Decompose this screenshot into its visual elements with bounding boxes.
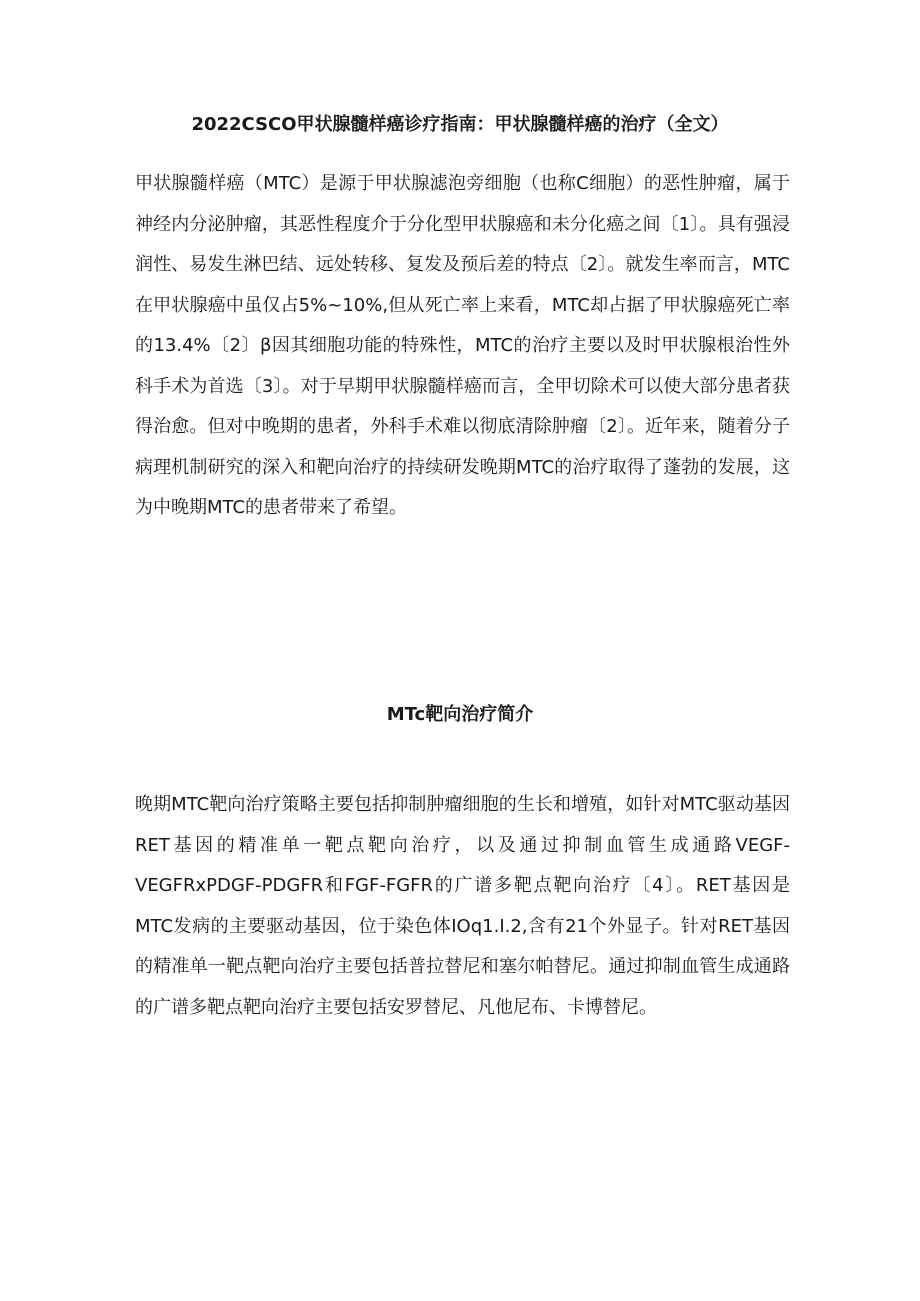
section-heading: MTc靶向治疗简介 <box>386 704 534 725</box>
document-title: 2022CSCO甲状腺髓样癌诊疗指南：甲状腺髓样癌的治疗（全文） <box>191 114 729 135</box>
section-paragraph: 晚期MTC靶向治疗策略主要包括抑制肿瘤细胞的生长和增殖，如针对MTC驱动基因RET基因的精准单一靶点靶向治疗，以及通过抑制血管生成通路VEGF-VEGFRxPDGF-PDGFR和FGF-FGFR的广谱多靶点靶向治疗〔4〕。RET基因是MTC发病的主要驱动基因，位于染色体IOq1.I.2,含有21个外显子。针对RET基因的精准单一靶点靶向治疗主要包括普拉替尼和塞尔帕替尼。通过抑制血管生成通路的广谱多靶点靶向治疗主要包括安罗替尼、凡他尼布、卡博替尼。 <box>135 794 790 1018</box>
intro-paragraph: 甲状腺髓样癌（MTC）是源于甲状腺滤泡旁细胞（也称C细胞）的恶性肿瘤，属于神经内分泌肿瘤，其恶性程度介于分化型甲状腺癌和未分化癌之间〔1〕。具有强浸润性、易发生淋巴结、远处转移、复发及预后差的特点〔2〕。就发生率而言，MTC在甲状腺癌中虽仅占5%~10%,但从死亡率上来看，MTC却占据了甲状腺癌死亡率的13.4%〔2〕β因其细胞功能的特殊性，MTC的治疗主要以及时甲状腺根治性外科手术为首选〔3〕。对于早期甲状腺髓样癌而言，全甲切除术可以使大部分患者获得治愈。但对中晚期的患者，外科手术难以彻底清除肿瘤〔2〕。近年来，随着分子病理机制研究的深入和靶向治疗的持续研发晚期MTC的治疗取得了蓬勃的发展，这为中晚期MTC的患者带来了希望。 <box>135 173 790 518</box>
